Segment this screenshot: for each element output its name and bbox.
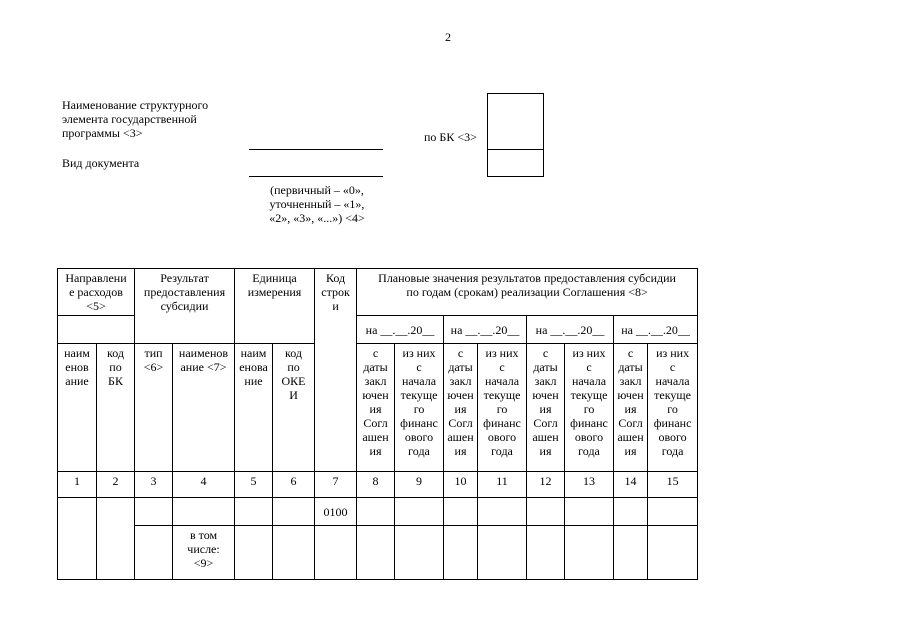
bk-code-box[interactable] (487, 93, 544, 177)
data-cell-v14[interactable] (614, 498, 648, 526)
col-direction-header: Направлени е расходов <5> (58, 269, 135, 316)
incl-cell-unit-name[interactable] (235, 526, 273, 580)
sub-from-year-1: из них с начала текуще го финанс ового года (395, 344, 444, 472)
period-1: на __.__.20__ (357, 316, 444, 344)
col-result-header: Результат предоставления субсидии (135, 269, 235, 344)
sub-from-date-2: с даты закл ючен ия Согл ашен ия (444, 344, 478, 472)
column-number: 8 (357, 472, 395, 498)
incl-cell-type[interactable] (135, 526, 173, 580)
column-number: 3 (135, 472, 173, 498)
column-number: 9 (395, 472, 444, 498)
sub-from-year-2: из них с начала текуще го финанс ового года (478, 344, 527, 472)
data-cell-v13[interactable] (565, 498, 614, 526)
column-number: 12 (527, 472, 565, 498)
sub-okei: код по ОКЕ И (273, 344, 315, 472)
sub-from-date-3: с даты закл ючен ия Согл ашен ия (527, 344, 565, 472)
data-cell-v8[interactable] (357, 498, 395, 526)
column-number: 5 (235, 472, 273, 498)
data-cell-type[interactable] (135, 498, 173, 526)
col-direction-spacer (58, 316, 135, 344)
sub-unit-name: наим енова ние (235, 344, 273, 472)
doc-type-note: (первичный – «0», уточненный – «1», «2», «3», «...») <4> (269, 183, 365, 225)
structural-element-field-line[interactable] (249, 149, 383, 150)
incl-cell-v9[interactable] (395, 526, 444, 580)
sub-type: тип <6> (135, 344, 173, 472)
sub-bk: код по БК (97, 344, 135, 472)
including-label: в том числе: <9> (173, 526, 235, 580)
incl-cell-v14[interactable] (614, 526, 648, 580)
incl-cell-code[interactable] (315, 526, 357, 580)
incl-cell-v10[interactable] (444, 526, 478, 580)
data-cell-v11[interactable] (478, 498, 527, 526)
incl-cell-okei[interactable] (273, 526, 315, 580)
data-cell-result-name[interactable] (173, 498, 235, 526)
data-cell-v15[interactable] (648, 498, 698, 526)
column-number: 13 (565, 472, 614, 498)
period-2: на __.__.20__ (444, 316, 527, 344)
incl-cell-v11[interactable] (478, 526, 527, 580)
page-number: 2 (445, 30, 451, 44)
column-number: 10 (444, 472, 478, 498)
data-cell-v10[interactable] (444, 498, 478, 526)
sub-result-name: наименов ание <7> (173, 344, 235, 472)
bk-label: по БК <3> (424, 130, 477, 144)
column-number: 14 (614, 472, 648, 498)
column-number: 4 (173, 472, 235, 498)
column-number: 6 (273, 472, 315, 498)
column-number: 11 (478, 472, 527, 498)
col-code-header: Код строк и (315, 269, 357, 472)
sub-from-date-1: с даты закл ючен ия Согл ашен ия (357, 344, 395, 472)
data-cell-v9[interactable] (395, 498, 444, 526)
data-cell-okei[interactable] (273, 498, 315, 526)
results-table (57, 268, 698, 580)
col-plan-header: Плановые значения результатов предоставления субсидии по годам (срокам) реализации Соглашения <8> (357, 269, 698, 316)
doc-type-label: Вид документа (62, 156, 140, 170)
structural-element-label: Наименование структурного элемента государственной программы <3> (62, 98, 209, 140)
sub-name: наим енов ание (58, 344, 97, 472)
incl-cell-v15[interactable] (648, 526, 698, 580)
sub-from-date-4: с даты закл ючен ия Согл ашен ия (614, 344, 648, 472)
column-number: 2 (97, 472, 135, 498)
data-cell-name[interactable] (58, 498, 97, 580)
sub-from-year-4: из них с начала текуще го финанс ового года (648, 344, 698, 472)
column-number: 15 (648, 472, 698, 498)
row-code: 0100 (315, 498, 357, 526)
column-number: 1 (58, 472, 97, 498)
period-3: на __.__.20__ (527, 316, 614, 344)
data-cell-bk[interactable] (97, 498, 135, 580)
col-unit-header: Единица измерения (235, 269, 315, 344)
column-number: 7 (315, 472, 357, 498)
data-cell-unit-name[interactable] (235, 498, 273, 526)
incl-cell-v13[interactable] (565, 526, 614, 580)
data-cell-v12[interactable] (527, 498, 565, 526)
sub-from-year-3: из них с начала текуще го финанс ового года (565, 344, 614, 472)
incl-cell-v12[interactable] (527, 526, 565, 580)
period-4: на __.__.20__ (614, 316, 698, 344)
incl-cell-v8[interactable] (357, 526, 395, 580)
doc-type-field-line[interactable] (249, 176, 383, 177)
